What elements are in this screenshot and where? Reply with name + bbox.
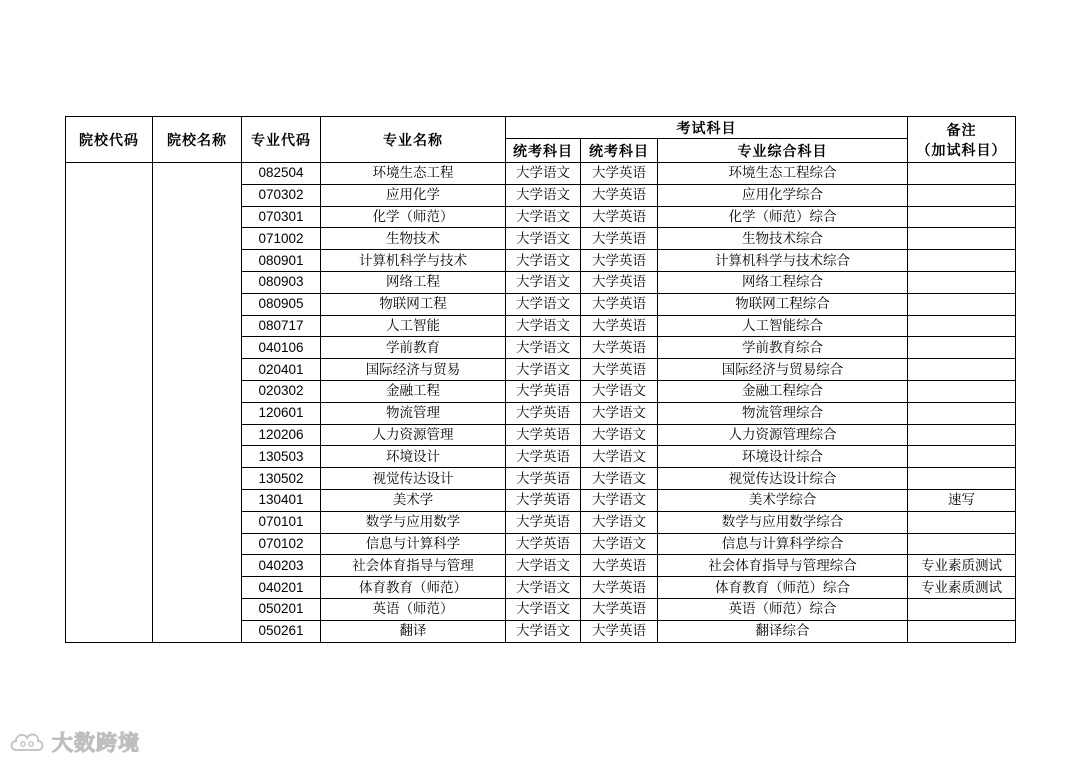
major-name-cell: 环境设计 xyxy=(321,446,506,468)
unified-subject-2-cell: 大学英语 xyxy=(581,271,658,293)
remark-cell xyxy=(908,250,1016,272)
unified-subject-2-cell: 大学语文 xyxy=(581,446,658,468)
major-name-cell: 体育教育（师范） xyxy=(321,577,506,599)
unified-subject-2-cell: 大学语文 xyxy=(581,489,658,511)
watermark-text: 大数跨境 xyxy=(52,731,140,755)
exam-subjects-table xyxy=(65,116,1016,643)
major-name-cell: 化学（师范） xyxy=(321,206,506,228)
header-major-code: 专业代码 xyxy=(242,117,321,163)
comprehensive-subject-cell: 美术学综合 xyxy=(658,489,908,511)
major-name-cell: 人力资源管理 xyxy=(321,424,506,446)
comprehensive-subject-cell: 学前教育综合 xyxy=(658,337,908,359)
unified-subject-1-cell: 大学英语 xyxy=(506,380,581,402)
unified-subject-2-cell: 大学英语 xyxy=(581,620,658,642)
major-code-cell: 050201 xyxy=(242,598,321,620)
unified-subject-2-cell: 大学语文 xyxy=(581,468,658,490)
unified-subject-2-cell: 大学英语 xyxy=(581,598,658,620)
major-name-cell: 生物技术 xyxy=(321,228,506,250)
unified-subject-1-cell: 大学英语 xyxy=(506,424,581,446)
unified-subject-2-cell: 大学语文 xyxy=(581,424,658,446)
unified-subject-1-cell: 大学英语 xyxy=(506,533,581,555)
major-name-cell: 应用化学 xyxy=(321,184,506,206)
remark-cell xyxy=(908,337,1016,359)
remark-cell xyxy=(908,446,1016,468)
major-name-cell: 信息与计算科学 xyxy=(321,533,506,555)
major-name-cell: 计算机科学与技术 xyxy=(321,250,506,272)
unified-subject-2-cell: 大学英语 xyxy=(581,228,658,250)
header-row-1 xyxy=(66,117,1016,139)
major-code-cell: 080717 xyxy=(242,315,321,337)
school-code-cell xyxy=(66,163,153,643)
major-name-cell: 美术学 xyxy=(321,489,506,511)
major-code-cell: 040203 xyxy=(242,555,321,577)
major-code-cell: 020302 xyxy=(242,380,321,402)
remark-cell xyxy=(908,271,1016,293)
major-name-cell: 金融工程 xyxy=(321,380,506,402)
comprehensive-subject-cell: 社会体育指导与管理综合 xyxy=(658,555,908,577)
header-unified-subject-1: 统考科目 xyxy=(506,139,581,163)
unified-subject-2-cell: 大学英语 xyxy=(581,206,658,228)
comprehensive-subject-cell: 国际经济与贸易综合 xyxy=(658,359,908,381)
unified-subject-2-cell: 大学英语 xyxy=(581,555,658,577)
comprehensive-subject-cell: 生物技术综合 xyxy=(658,228,908,250)
unified-subject-1-cell: 大学语文 xyxy=(506,271,581,293)
major-name-cell: 环境生态工程 xyxy=(321,163,506,185)
remark-cell: 速写 xyxy=(908,489,1016,511)
header-major-name: 专业名称 xyxy=(321,117,506,163)
remark-cell: 专业素质测试 xyxy=(908,577,1016,599)
remark-cell xyxy=(908,620,1016,642)
comprehensive-subject-cell: 数学与应用数学综合 xyxy=(658,511,908,533)
unified-subject-1-cell: 大学语文 xyxy=(506,337,581,359)
major-name-cell: 学前教育 xyxy=(321,337,506,359)
remark-cell xyxy=(908,184,1016,206)
unified-subject-1-cell: 大学语文 xyxy=(506,577,581,599)
header-unified-subject-2: 统考科目 xyxy=(581,139,658,163)
major-name-cell: 物联网工程 xyxy=(321,293,506,315)
comprehensive-subject-cell: 环境设计综合 xyxy=(658,446,908,468)
remark-cell xyxy=(908,380,1016,402)
unified-subject-1-cell: 大学语文 xyxy=(506,598,581,620)
table-body xyxy=(66,163,1016,643)
remark-cell xyxy=(908,533,1016,555)
unified-subject-1-cell: 大学语文 xyxy=(506,555,581,577)
major-code-cell: 040201 xyxy=(242,577,321,599)
unified-subject-2-cell: 大学英语 xyxy=(581,163,658,185)
major-name-cell: 视觉传达设计 xyxy=(321,468,506,490)
comprehensive-subject-cell: 物流管理综合 xyxy=(658,402,908,424)
major-code-cell: 080901 xyxy=(242,250,321,272)
major-code-cell: 020401 xyxy=(242,359,321,381)
comprehensive-subject-cell: 环境生态工程综合 xyxy=(658,163,908,185)
comprehensive-subject-cell: 计算机科学与技术综合 xyxy=(658,250,908,272)
header-remarks-line1: 备注 xyxy=(946,122,977,139)
unified-subject-2-cell: 大学英语 xyxy=(581,315,658,337)
unified-subject-1-cell: 大学英语 xyxy=(506,468,581,490)
watermark xyxy=(8,726,140,758)
major-code-cell: 040106 xyxy=(242,337,321,359)
major-code-cell: 130502 xyxy=(242,468,321,490)
remark-cell xyxy=(908,402,1016,424)
unified-subject-2-cell: 大学英语 xyxy=(581,184,658,206)
unified-subject-1-cell: 大学英语 xyxy=(506,446,581,468)
major-code-cell: 070102 xyxy=(242,533,321,555)
unified-subject-1-cell: 大学语文 xyxy=(506,315,581,337)
comprehensive-subject-cell: 物联网工程综合 xyxy=(658,293,908,315)
header-exam-subjects: 考试科目 xyxy=(506,117,908,139)
remark-cell xyxy=(908,598,1016,620)
school-name-cell xyxy=(153,163,242,643)
major-code-cell: 120601 xyxy=(242,402,321,424)
comprehensive-subject-cell: 英语（师范）综合 xyxy=(658,598,908,620)
table-row xyxy=(66,163,1016,185)
major-code-cell: 082504 xyxy=(242,163,321,185)
comprehensive-subject-cell: 人力资源管理综合 xyxy=(658,424,908,446)
comprehensive-subject-cell: 体育教育（师范）综合 xyxy=(658,577,908,599)
unified-subject-2-cell: 大学英语 xyxy=(581,577,658,599)
major-name-cell: 人工智能 xyxy=(321,315,506,337)
remark-cell xyxy=(908,206,1016,228)
unified-subject-2-cell: 大学语文 xyxy=(581,380,658,402)
major-code-cell: 070301 xyxy=(242,206,321,228)
comprehensive-subject-cell: 金融工程综合 xyxy=(658,380,908,402)
major-code-cell: 080905 xyxy=(242,293,321,315)
unified-subject-2-cell: 大学语文 xyxy=(581,511,658,533)
comprehensive-subject-cell: 应用化学综合 xyxy=(658,184,908,206)
major-code-cell: 120206 xyxy=(242,424,321,446)
major-code-cell: 080903 xyxy=(242,271,321,293)
major-code-cell: 070302 xyxy=(242,184,321,206)
comprehensive-subject-cell: 信息与计算科学综合 xyxy=(658,533,908,555)
unified-subject-2-cell: 大学语文 xyxy=(581,533,658,555)
major-code-cell: 071002 xyxy=(242,228,321,250)
comprehensive-subject-cell: 人工智能综合 xyxy=(658,315,908,337)
comprehensive-subject-cell: 网络工程综合 xyxy=(658,271,908,293)
cloud-logo-icon xyxy=(8,728,48,756)
unified-subject-1-cell: 大学语文 xyxy=(506,228,581,250)
unified-subject-2-cell: 大学英语 xyxy=(581,359,658,381)
unified-subject-1-cell: 大学英语 xyxy=(506,489,581,511)
comprehensive-subject-cell: 化学（师范）综合 xyxy=(658,206,908,228)
unified-subject-1-cell: 大学语文 xyxy=(506,163,581,185)
unified-subject-1-cell: 大学语文 xyxy=(506,184,581,206)
major-code-cell: 130503 xyxy=(242,446,321,468)
comprehensive-subject-cell: 视觉传达设计综合 xyxy=(658,468,908,490)
header-school-code: 院校代码 xyxy=(66,117,153,163)
major-code-cell: 050261 xyxy=(242,620,321,642)
remark-cell xyxy=(908,468,1016,490)
comprehensive-subject-cell: 翻译综合 xyxy=(658,620,908,642)
remark-cell xyxy=(908,511,1016,533)
unified-subject-2-cell: 大学英语 xyxy=(581,250,658,272)
unified-subject-1-cell: 大学英语 xyxy=(506,402,581,424)
unified-subject-2-cell: 大学英语 xyxy=(581,293,658,315)
unified-subject-1-cell: 大学语文 xyxy=(506,206,581,228)
remark-cell xyxy=(908,359,1016,381)
unified-subject-1-cell: 大学语文 xyxy=(506,359,581,381)
major-code-cell: 070101 xyxy=(242,511,321,533)
remark-cell: 专业素质测试 xyxy=(908,555,1016,577)
remark-cell xyxy=(908,228,1016,250)
major-code-cell: 130401 xyxy=(242,489,321,511)
remark-cell xyxy=(908,163,1016,185)
unified-subject-1-cell: 大学语文 xyxy=(506,620,581,642)
major-name-cell: 翻译 xyxy=(321,620,506,642)
unified-subject-1-cell: 大学语文 xyxy=(506,250,581,272)
header-school-name: 院校名称 xyxy=(153,117,242,163)
unified-subject-2-cell: 大学英语 xyxy=(581,337,658,359)
major-name-cell: 英语（师范） xyxy=(321,598,506,620)
header-remarks-line2: （加试科目） xyxy=(916,142,1007,159)
unified-subject-1-cell: 大学英语 xyxy=(506,511,581,533)
header-comprehensive-subject: 专业综合科目 xyxy=(658,139,908,163)
major-name-cell: 网络工程 xyxy=(321,271,506,293)
major-name-cell: 社会体育指导与管理 xyxy=(321,555,506,577)
unified-subject-2-cell: 大学语文 xyxy=(581,402,658,424)
remark-cell xyxy=(908,315,1016,337)
unified-subject-1-cell: 大学语文 xyxy=(506,293,581,315)
major-name-cell: 物流管理 xyxy=(321,402,506,424)
remark-cell xyxy=(908,424,1016,446)
remark-cell xyxy=(908,293,1016,315)
major-name-cell: 国际经济与贸易 xyxy=(321,359,506,381)
header-remarks xyxy=(908,117,1016,163)
major-name-cell: 数学与应用数学 xyxy=(321,511,506,533)
